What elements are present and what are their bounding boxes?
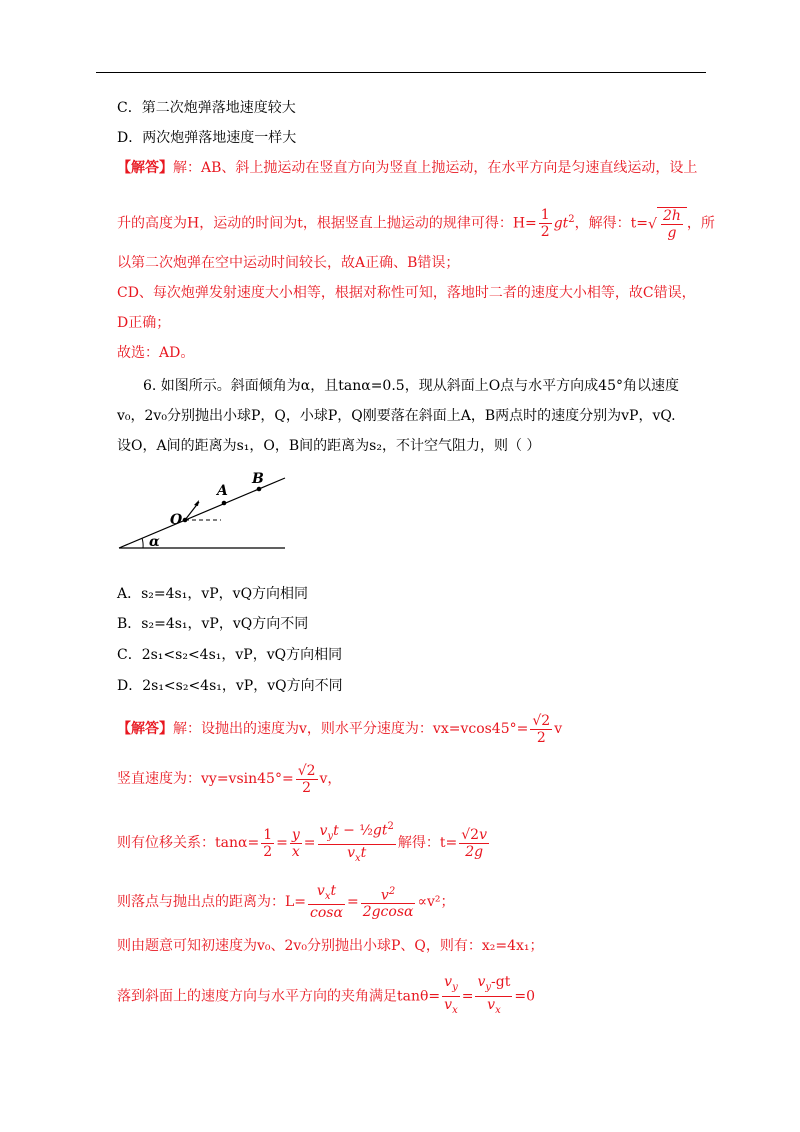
- answer6-line6: 落到斜面上的速度方向与水平方向的夹角满足tanθ= $\frac{v_y}{v_x}$ = $\frac{v_y-gt}{v_x}$ =0: [117, 974, 536, 1016]
- answer6-line2: 竖直速度为：vy=vsin45°= $\frac{√2}{2}$ v，: [117, 762, 342, 796]
- answer5-line1: 【解答】解：AB、斜上抛运动在竖直方向为竖直上抛运动，在水平方向是匀速直线运动，设上: [117, 160, 698, 176]
- label-b: B: [252, 471, 264, 487]
- option-b: B．s₂=4s₁，vP，vQ方向不同: [117, 616, 309, 632]
- answer5-line6: 故选：AD。: [117, 345, 195, 361]
- question6-line2: v₀，2v₀分别抛出小球P，Q，小球P，Q刚要落在斜面上A，B两点时的速度分别为vP，vQ.: [117, 408, 676, 424]
- answer-tag: 【解答】: [117, 721, 173, 737]
- answer6-line5: 则由题意可知初速度为v₀、2v₀分别抛出小球P、Q，则有：x₂=4x₁；: [117, 938, 544, 954]
- option-c: C．2s₁<s₂<4s₁，vP，vQ方向相同: [117, 647, 343, 663]
- answer6-line3: 则有位移关系：tanα= $\frac{1}{2}$ = $\frac{y}{x}$ = $\frac{v_yt - \frac{1}{2}gt^2}{v_xt}$ 解得：t= $\frac{√2v}{2g}$: [117, 820, 487, 865]
- angle-arc: [142, 538, 143, 548]
- incline-figure: [117, 468, 289, 554]
- answer6-line1: 【解答】解：设抛出的速度为v，则水平分速度为：vx=vcos45°= $\frac{√2}{2}$ v: [117, 712, 563, 746]
- sqrt-2h-over-g: √ $\frac{2h}{g}$: [648, 207, 687, 241]
- arrow-head: [194, 500, 199, 506]
- answer-tag: 【解答】: [117, 160, 173, 176]
- option-d-prev: D．两次炮弹落地速度一样大: [117, 130, 297, 146]
- point-o: [183, 518, 188, 523]
- question6-line3: 设O，A间的距离为s₁，O，B间的距离为s₂，不计空气阻力，则（ ）: [117, 438, 541, 454]
- option-d: D．2s₁<s₂<4s₁，vP，vQ方向不同: [117, 678, 343, 694]
- option-a: A．s₂=4s₁，vP，vQ方向相同: [117, 586, 309, 602]
- point-a: [222, 501, 227, 506]
- label-alpha: α: [149, 534, 160, 550]
- answer5-line2: 升的高度为H，运动的时间为t，根据竖直上抛运动的规律可得：H= $\frac{1}{2}$ $gt^2$，解得：t=√ $\frac{2h}{g}$ ，所: [117, 207, 715, 241]
- half-fraction: $\frac{1}{2}$: [540, 207, 550, 241]
- answer5-line5: D正确；: [117, 315, 171, 331]
- question6-line1: 6. 如图所示。斜面倾角为α，且tanα=0.5，现从斜面上O点与水平方向成45°角以速度: [143, 378, 679, 394]
- label-o: O: [170, 512, 183, 528]
- header-rule: [96, 72, 706, 73]
- answer5-line3: 以第二次炮弹在空中运动时间较长，故A正确、B错误；: [117, 255, 460, 271]
- answer6-line4: 则落点与抛出点的距离为：L= $\frac{v_xt}{\cos\alpha}$ = $\frac{v^2}{2gcos\alpha}$ ∝v²；: [117, 882, 455, 922]
- answer5-line4: CD、每次炮弹发射速度大小相等，根据对称性可知，落地时二者的速度大小相等，故C错误，: [117, 285, 696, 301]
- option-c-prev: C．第二次炮弹落地速度较大: [117, 100, 296, 116]
- label-a: A: [217, 483, 228, 499]
- point-b: [257, 487, 262, 492]
